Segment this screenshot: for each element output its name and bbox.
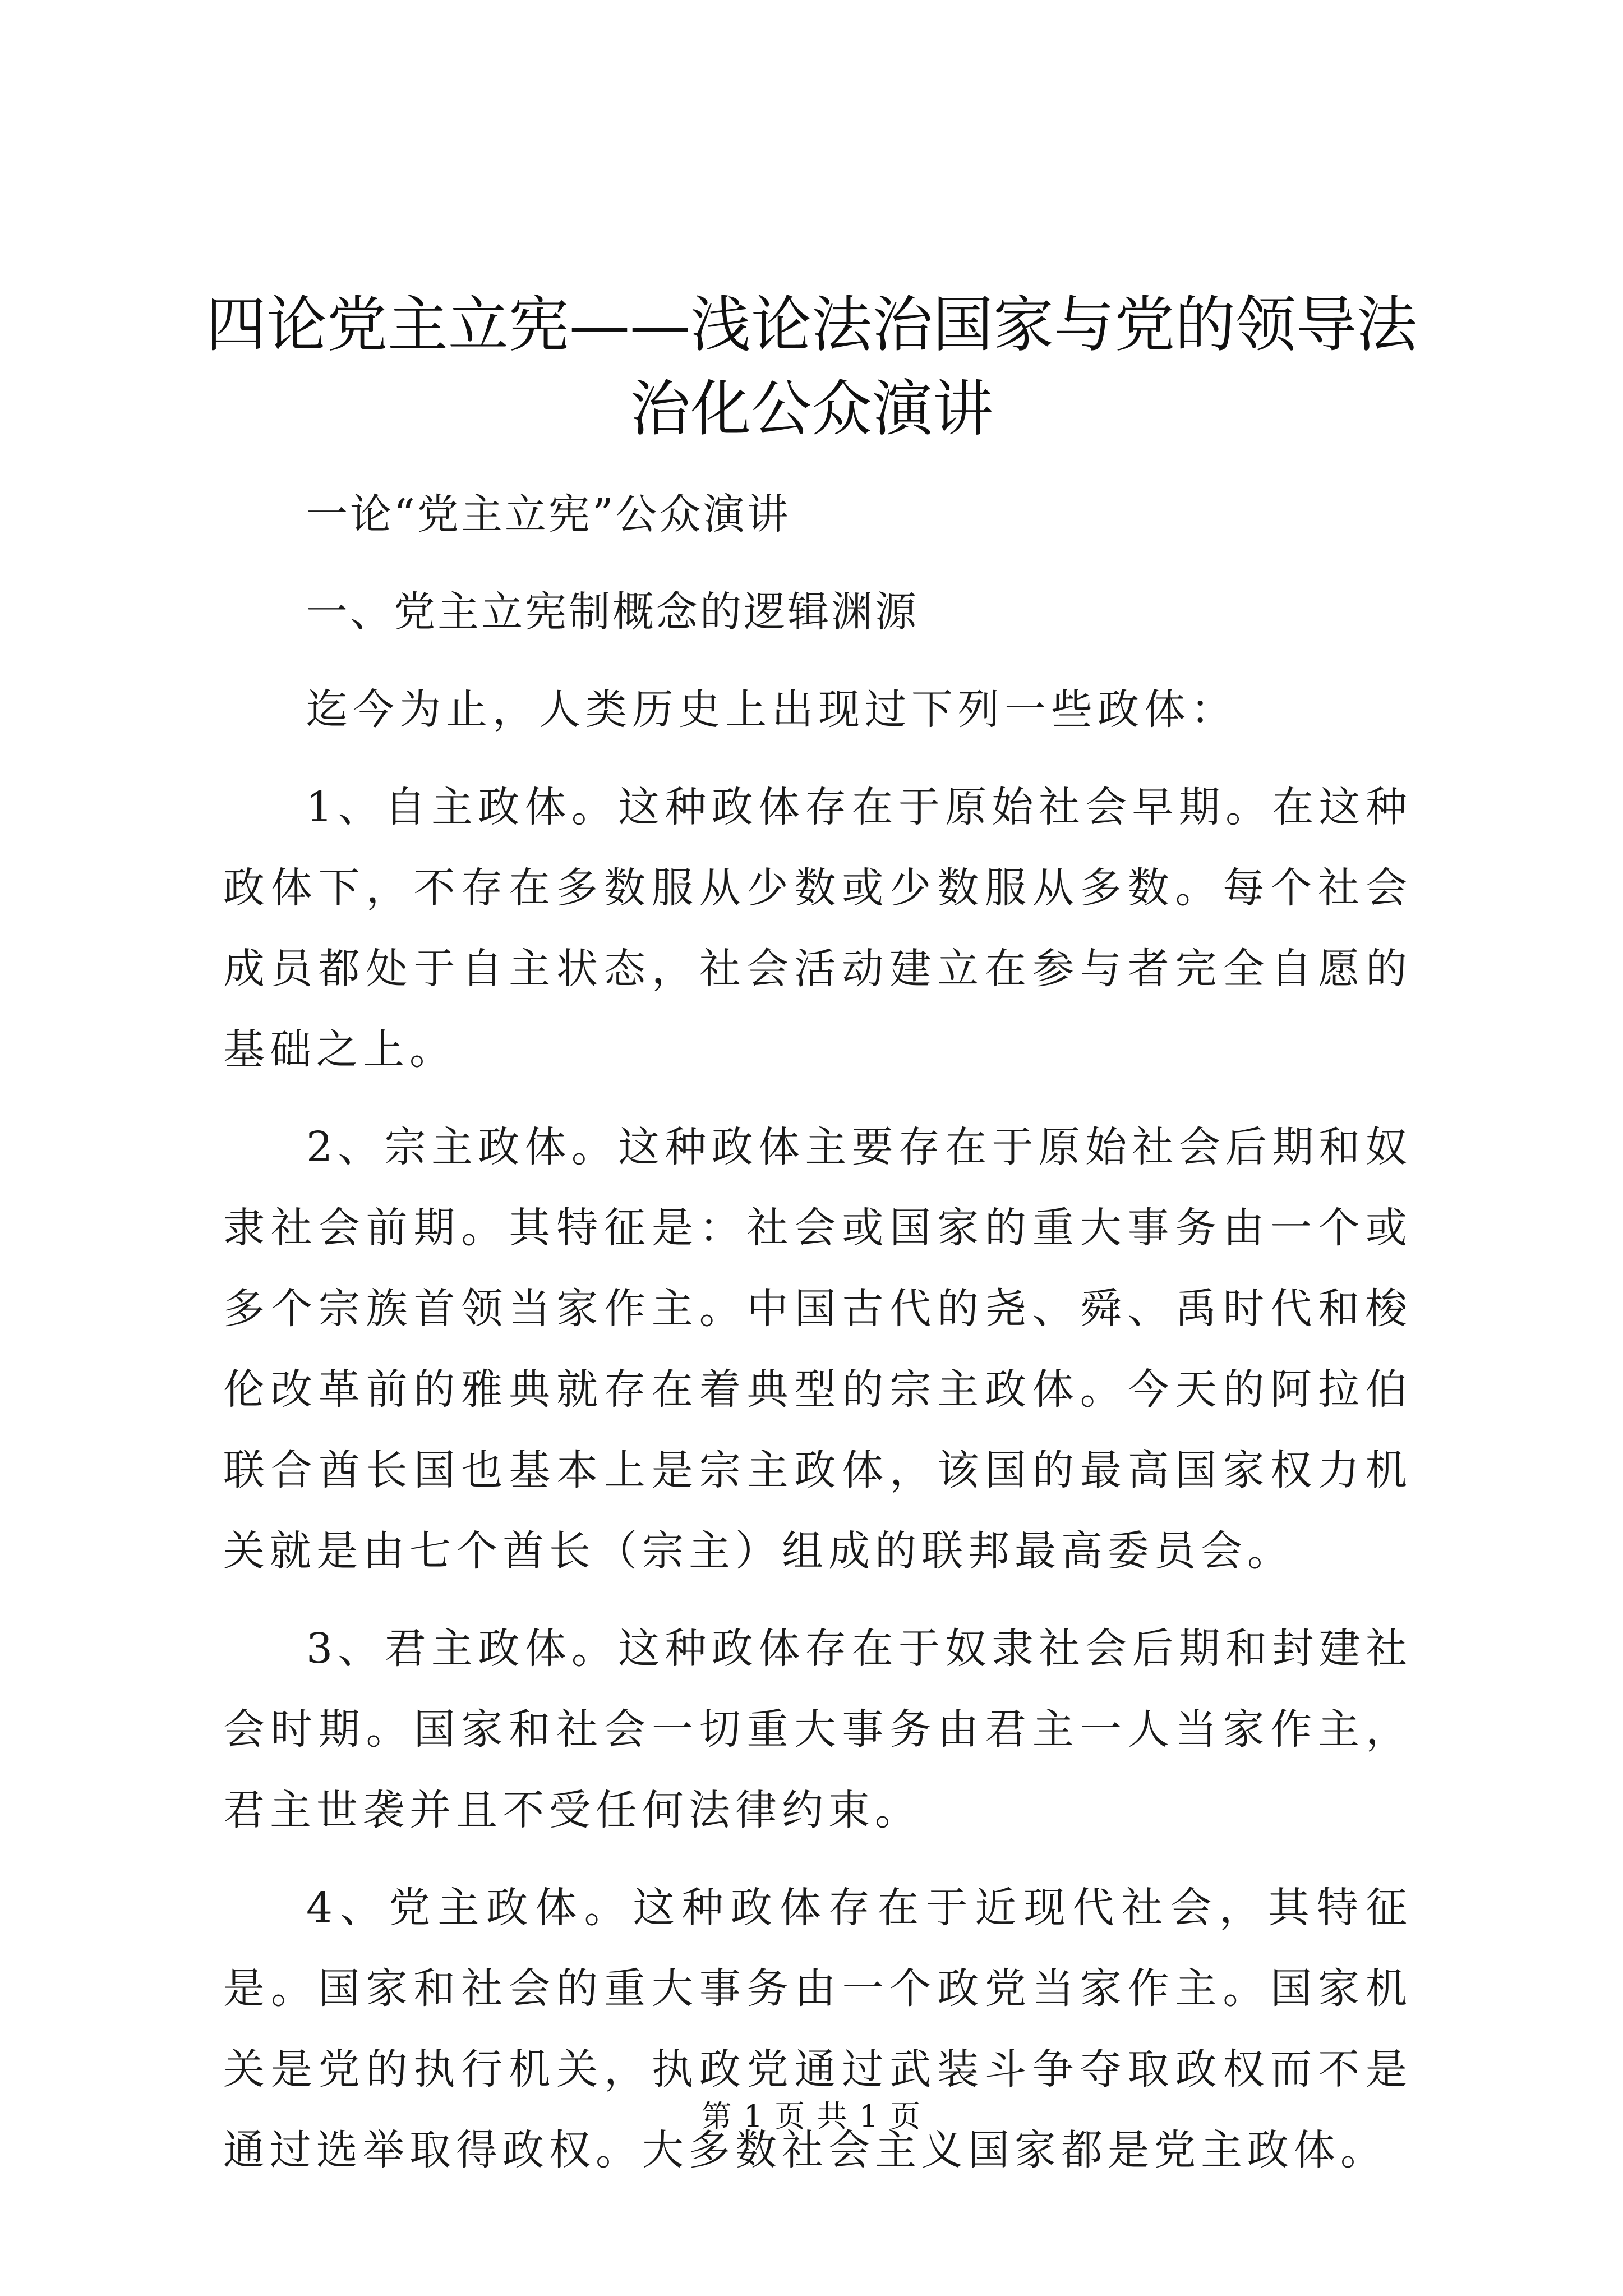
subtitle-paragraph: 一论“党主立宪”公众演讲	[306, 490, 791, 539]
page-footer: 第 1 页 共 1 页	[701, 2099, 922, 2134]
paragraph-monarchy-polity: 3、君主政体。这种政体存在于奴隶社会后期和封建社会时期。国家和社会一切重大事务由君主一人当家作主，君主世袭并且不受任何法律约束。	[223, 1625, 1412, 1834]
document-title	[202, 283, 1421, 452]
section-heading: 一、党主立宪制概念的逻辑渊源	[306, 588, 919, 636]
paragraph-party-polity: 4、党主政体。这种政体存在于近现代社会，其特征是。国家和社会的重大事务由一个政党当家作主。国家机关是党的执行机关，执政党通过武装斗争夺取政权而不是通过选举取得政权。大多数社会主义国家都是党主政体。	[223, 1884, 1412, 2174]
intro-paragraph: 迄今为止，人类历史上出现过下列一些政体：	[306, 685, 1237, 734]
title-line-2: 治化公众演讲	[629, 374, 993, 444]
document-body	[223, 474, 1412, 2207]
title-line-1: 四论党主立宪——浅论法治国家与党的领导法	[205, 290, 1417, 360]
paragraph-clan-polity: 2、宗主政体。这种政体主要存在于原始社会后期和奴隶社会前期。其特征是：社会或国家的重大事务由一个或多个宗族首领当家作主。中国古代的尧、舜、禹时代和梭伦改革前的雅典就存在着典型的宗主政体。今天的阿拉伯联合酋长国也基本上是宗主政体，该国的最高国家权力机关就是由七个酋长（宗主）组成的联邦最高委员会。	[223, 1123, 1412, 1575]
paragraph-autonomous-polity: 1、自主政体。这种政体存在于原始社会早期。在这种政体下，不存在多数服从少数或少数服从多数。每个社会成员都处于自主状态，社会活动建立在参与者完全自愿的基础之上。	[223, 783, 1412, 1074]
